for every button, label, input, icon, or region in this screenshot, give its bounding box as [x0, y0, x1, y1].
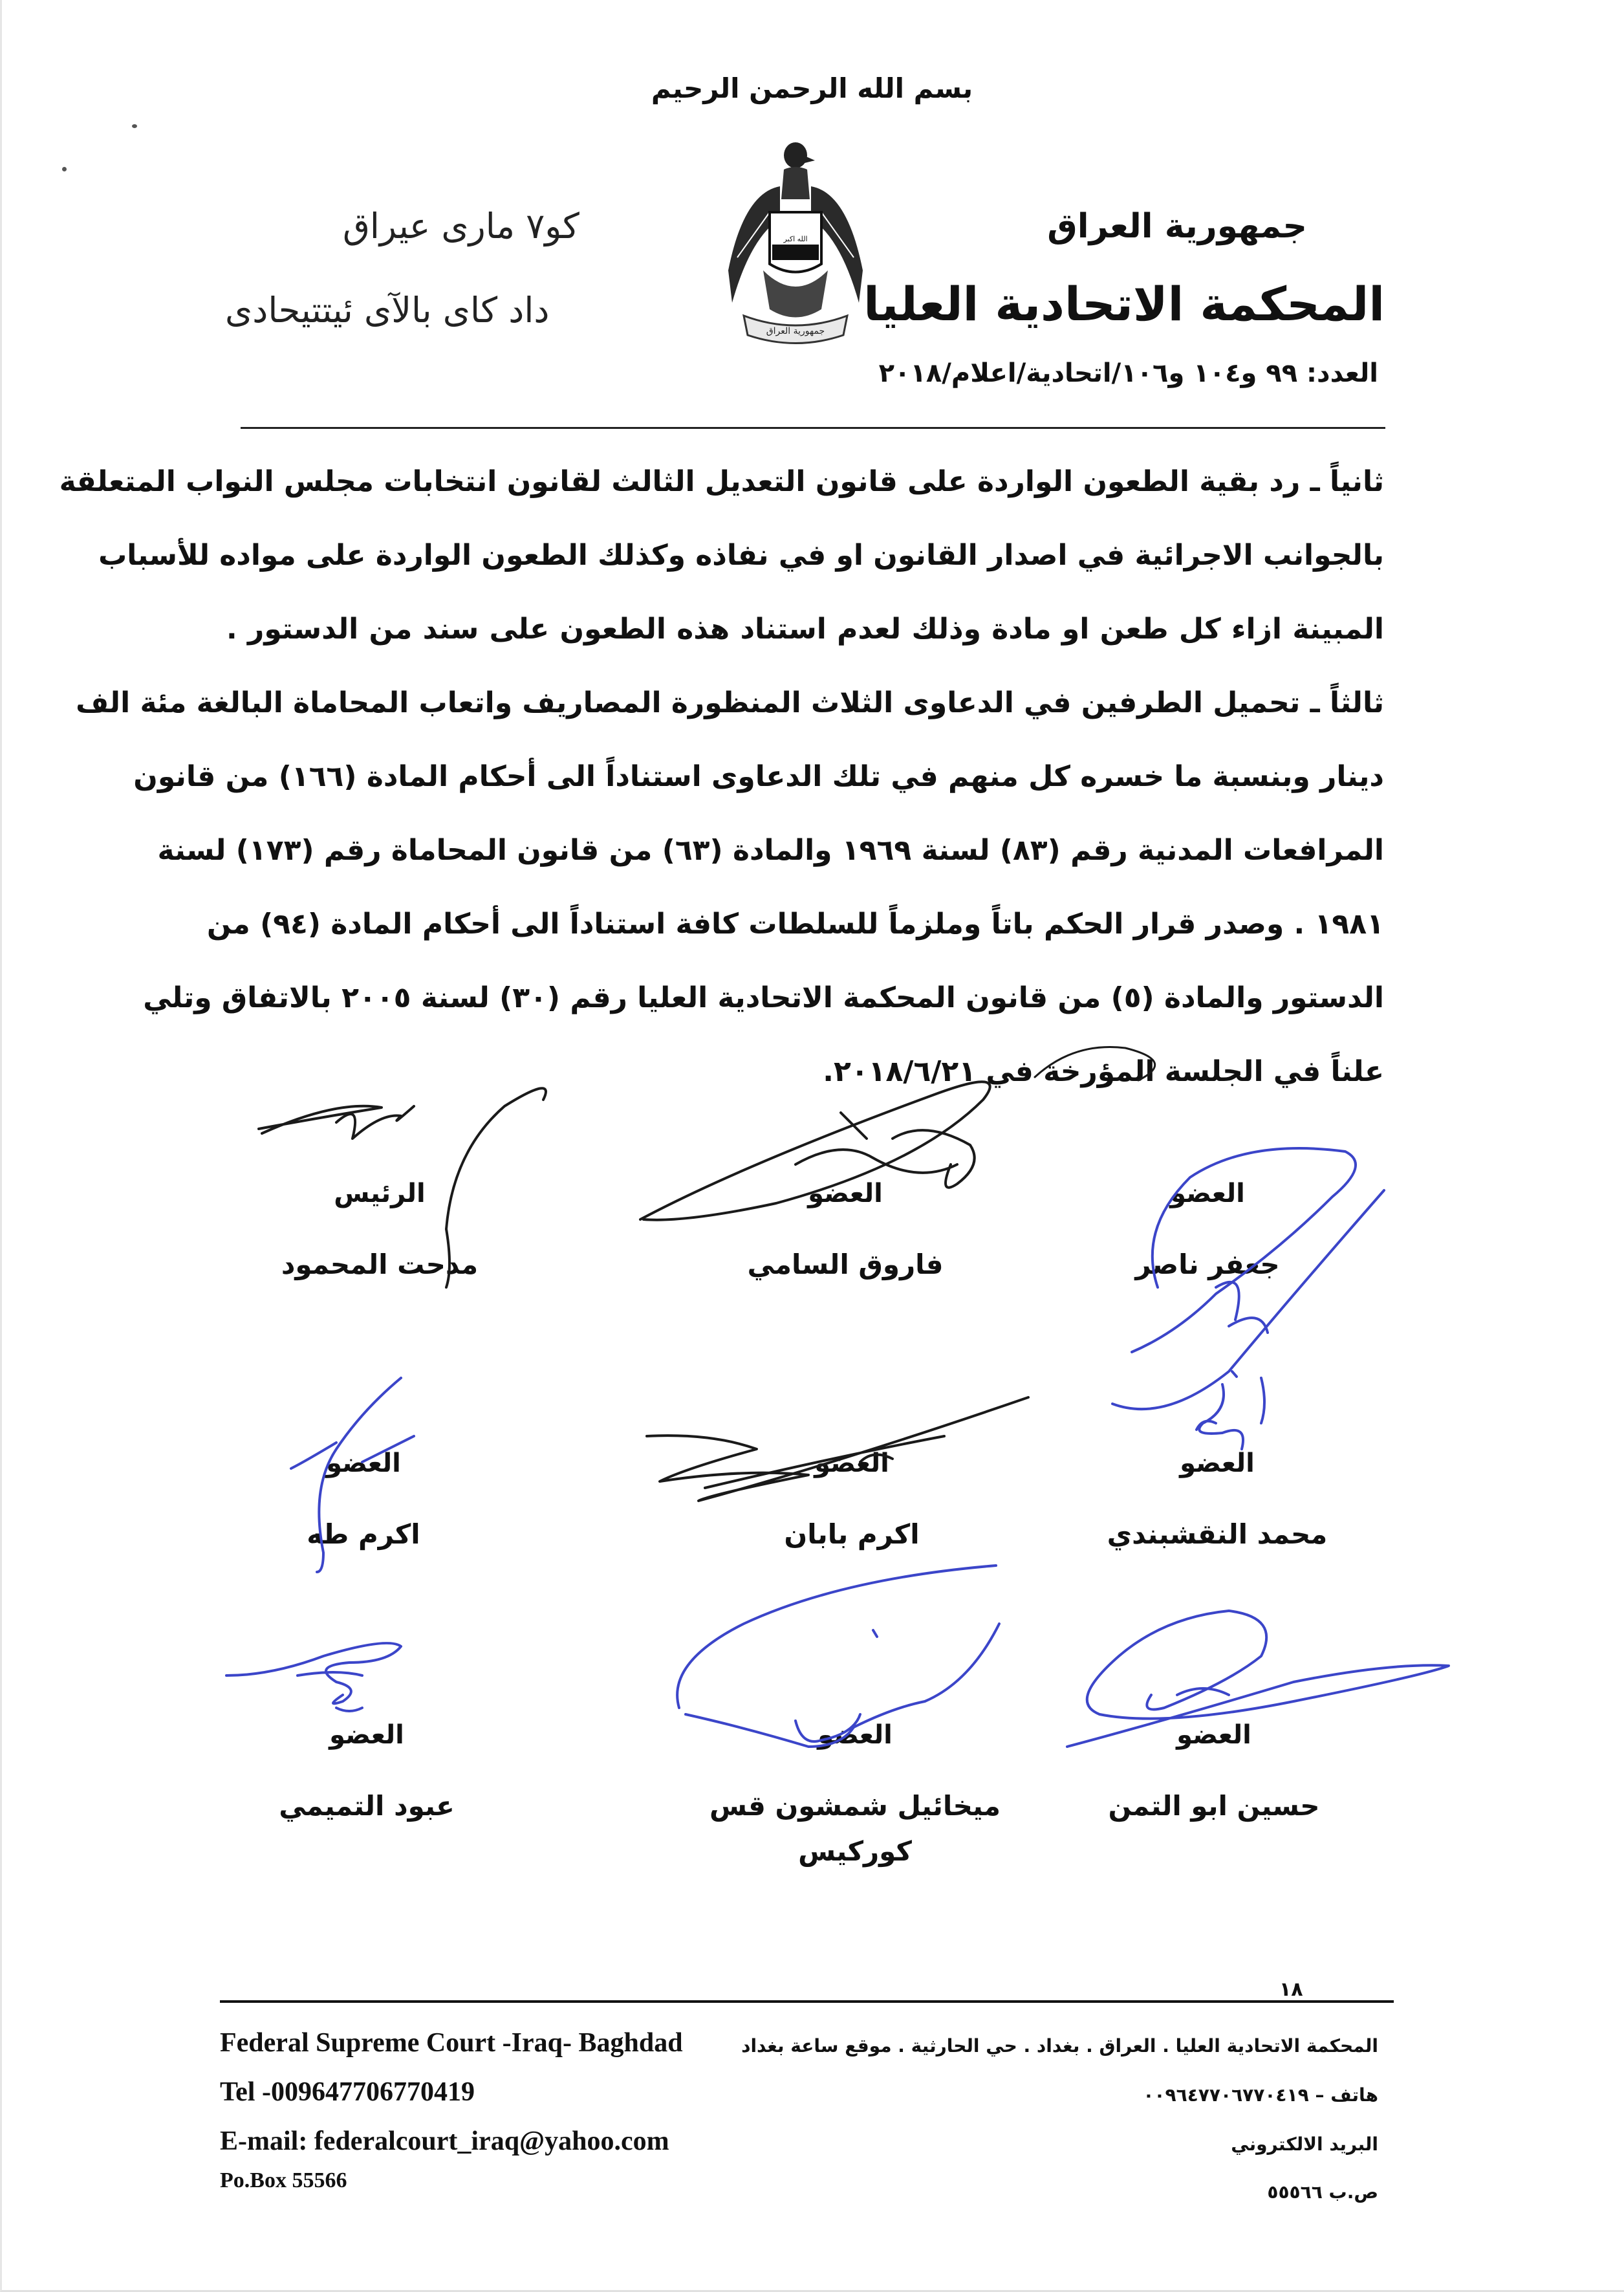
signatory-member [658, 1444, 1046, 1557]
signatory-title: العضو [1180, 1448, 1255, 1478]
signatory-name: محمد النقشبندي [1107, 1518, 1328, 1550]
signatory-member [169, 1444, 558, 1557]
arabic-country-name: جمهورية العراق [1047, 207, 1307, 246]
footer-court-name-en: Federal Supreme Court -Iraq- Baghdad [220, 2028, 683, 2058]
signatory-title: العضو [326, 1448, 401, 1478]
body-line: علناً في الجلسة المؤرخة في ٢٠١٨/٦/٢١. [823, 1055, 1384, 1088]
footer-phone-en: Tel -009647706770419 [220, 2077, 475, 2107]
body-line: ١٩٨١ . وصدر قرار الحكم باتاً وملزماً للسلطات كافة استناداً الى أحكام المادة (٩٤) من [206, 908, 1384, 941]
signatory-name: حسين ابو التمن [1108, 1790, 1320, 1822]
footer-email-label-ar: البريد الالكتروني [1231, 2134, 1378, 2155]
basmala: بسم الله الرحمن الرحيم [651, 72, 973, 104]
body-line: الدستور والمادة (٥) من قانون المحكمة الاتحادية العليا رقم (٣٠) لسنة ٢٠٠٥ بالاتفاق وتلي [143, 981, 1384, 1014]
kurdish-court-name: داد كاى بالآى ئيتتيحادى [225, 290, 550, 331]
footer-pobox-ar: ص.ب ٥٥٥٦٦ [1267, 2181, 1378, 2203]
signatory-name: عبود التميمي [279, 1790, 455, 1822]
signatory-member [661, 1716, 1049, 1867]
scan-speck [132, 124, 137, 128]
signatory-name: فاروق السامي [747, 1249, 944, 1280]
signatory-title: العضو [814, 1448, 889, 1478]
signatory-title: العضو [808, 1179, 883, 1208]
page-number: ١٨ [1279, 1978, 1303, 2001]
kurdish-country-name: كو٧ مارى عيراق [343, 206, 579, 246]
signatory-name: مدحت المحمود [281, 1249, 479, 1280]
footer-address-ar: المحكمة الاتحادية العليا . العراق . بغداد . حي الحارثية . موقع ساعة بغداد [741, 2035, 1378, 2057]
signatory-member [1023, 1444, 1411, 1557]
scan-speck [62, 167, 67, 171]
footer-email-en: E-mail: federalcourt_iraq@yahoo.com [220, 2126, 669, 2156]
signatory-title: العضو [329, 1720, 404, 1750]
signatory-title: العضو [1170, 1179, 1245, 1208]
body-line: المرافعات المدنية رقم (٨٣) لسنة ١٩٦٩ والمادة (٦٣) من قانون المحاماة رقم (١٧٣) لسنة [157, 834, 1384, 867]
signatory-title: العضو [1176, 1720, 1251, 1750]
signatory-member [173, 1716, 561, 1829]
header-divider [241, 427, 1385, 429]
reference-number: العدد: ٩٩ و١٠٤ و١٠٦/اتحادية/اعلام/٢٠١٨ [878, 358, 1378, 388]
emblem-scroll-text: جمهورية العراق [766, 326, 825, 336]
signatory-name: اكرم بابان [784, 1518, 920, 1550]
body-line: ثانياً ـ رد بقية الطعون الواردة على قانون التعديل الثالث لقانون انتخابات مجلس النواب المتعلقة [59, 465, 1384, 498]
signatory-president [186, 1174, 574, 1287]
signatory-title: الرئيس [334, 1179, 426, 1208]
body-line: دينار وبنسبة ما خسره كل منهم في تلك الدعاوى استناداً الى أحكام المادة (١٦٦) من قانون [133, 760, 1384, 793]
signatory-member [1013, 1174, 1402, 1287]
signatory-member [651, 1174, 1039, 1287]
arabic-court-name: المحكمة الاتحادية العليا [863, 277, 1385, 331]
signatory-name: ميخائيل شمشون قس كوركيس [709, 1790, 1001, 1867]
signatory-title: العضو [817, 1720, 893, 1750]
body-line: ثالثاً ـ تحميل الطرفين في الدعاوى الثلاث المنظورة المصاريف واتعاب المحاماة البالغة مئة الف [76, 686, 1384, 719]
signatory-member [1020, 1716, 1408, 1829]
body-line: بالجوانب الاجرائية في اصدار القانون او في نفاذه وكذلك الطعون الواردة على مواده للأسباب [98, 539, 1384, 572]
signatory-name: اكرم طه [307, 1518, 420, 1550]
footer-pobox-en: Po.Box 55566 [220, 2168, 347, 2192]
footer-phone-ar: هاتف – ٠٠٩٦٤٧٧٠٦٧٧٠٤١٩ [1143, 2084, 1378, 2106]
body-line: المبينة ازاء كل طعن او مادة وذلك لعدم استناد هذه الطعون على سند من الدستور . [226, 613, 1384, 646]
footer-divider [220, 2000, 1394, 2003]
decision-body [59, 450, 1384, 1113]
emblem-motto: الله اكبر [783, 235, 808, 243]
iraq-eagle-emblem [724, 141, 867, 355]
signatory-name: جعفر ناصر [1135, 1249, 1280, 1280]
